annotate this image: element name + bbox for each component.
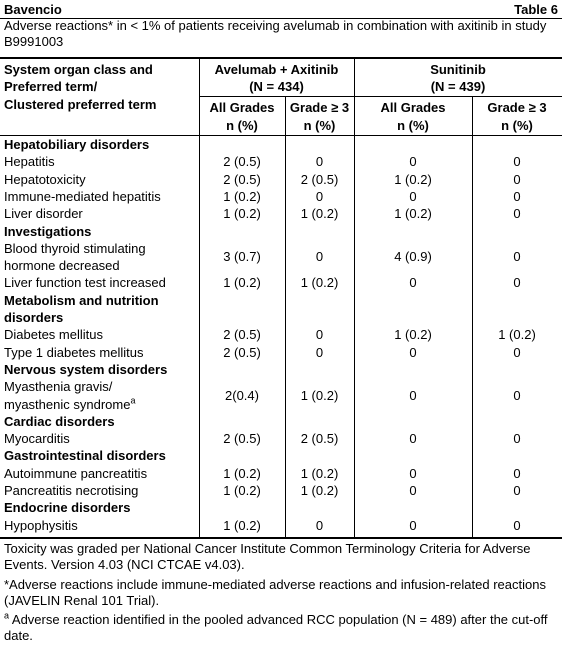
value-cell: 0 xyxy=(315,249,324,265)
term-label: Pancreatitis necrotising xyxy=(4,483,139,498)
value-cell: 3 (0.7) xyxy=(223,249,261,265)
section-heading: disorders xyxy=(4,310,64,325)
value-cell: 0 xyxy=(513,154,521,170)
section-heading: Investigations xyxy=(4,223,92,239)
value-cell: 0 xyxy=(315,517,324,533)
value-cell: 0 xyxy=(513,465,521,481)
value-cell: 0 xyxy=(513,344,521,360)
footnote-asterisk: *Adverse reactions include immune-mediated adverse reactions and infusion-related reactions (JAVELIN Renal 101 Trial). xyxy=(4,577,546,608)
term-label: Hepatitis xyxy=(4,154,55,170)
section-heading: Hepatobiliary disorders xyxy=(4,137,150,152)
soc-header-line3: Clustered preferred term xyxy=(4,97,157,112)
avelumab-axitinib-header: Avelumab + Axitinib xyxy=(214,62,339,77)
value-cell: 0 xyxy=(409,275,417,291)
value-cell: 1 (0.2) xyxy=(300,275,339,291)
value-cell: 0 xyxy=(513,171,521,187)
value-cell: 0 xyxy=(513,249,521,265)
value-cell: 0 xyxy=(409,483,417,498)
term-label: Type 1 diabetes mellitus xyxy=(4,344,144,360)
term-label: Diabetes mellitus xyxy=(4,327,103,343)
col-a-grade3-unit: n (%) xyxy=(303,118,336,133)
value-cell: 0 xyxy=(409,387,417,403)
value-cell: 1 (0.2) xyxy=(300,465,339,481)
term-label: myasthenic syndrome$^a$ xyxy=(4,395,136,412)
value-cell: 1 (0.2) xyxy=(394,171,432,187)
value-cell: 0 xyxy=(513,431,521,447)
value-cell: 0 xyxy=(409,154,417,170)
value-cell: 2 (0.5) xyxy=(223,154,261,170)
value-cell: 0 xyxy=(409,188,417,204)
table-caption: Adverse reactions* in < 1% of patients receiving avelumab in combination with axitinib in study B9991003 xyxy=(4,18,547,49)
value-cell: 2(0.4) xyxy=(225,387,259,403)
footnote-marker: a xyxy=(130,395,136,406)
footnote-grading: Toxicity was graded per National Cancer Institute Common Terminology Criteria for Adverse Events. Version 4.03 (NCI CTCAE v4.03). xyxy=(4,541,531,572)
term-label: hormone decreased xyxy=(4,258,120,274)
value-cell: 2 (0.5) xyxy=(300,431,339,447)
value-cell: 2 (0.5) xyxy=(223,344,261,360)
col-b-allgrades-unit: n (%) xyxy=(397,118,429,133)
value-cell: 0 xyxy=(513,483,521,498)
col-b-allgrades-label: All Grades xyxy=(380,100,446,115)
value-cell: 0 xyxy=(409,431,417,447)
soc-header-line1: System organ class and xyxy=(4,62,153,77)
value-cell: 0 xyxy=(315,188,324,204)
value-cell: 1 (0.2) xyxy=(223,517,261,533)
term-label: Myasthenia gravis/ xyxy=(4,379,113,395)
section-heading: Gastrointestinal disorders xyxy=(4,448,166,464)
table-top-rule xyxy=(0,57,562,59)
footnote-a xyxy=(4,612,556,644)
col-b-grade3-unit: n (%) xyxy=(501,118,533,133)
section-heading: Metabolism and nutrition xyxy=(4,292,159,308)
section-heading: Endocrine disorders xyxy=(4,500,131,516)
term-label: Myocarditis xyxy=(4,431,70,447)
document-header xyxy=(4,2,558,18)
value-cell: 0 xyxy=(513,206,521,222)
value-cell: 0 xyxy=(513,387,521,403)
header-bottom-rule xyxy=(0,135,562,136)
value-cell: 1 (0.2) xyxy=(394,206,432,222)
value-cell: 0 xyxy=(409,517,417,533)
section-heading: Cardiac disorders xyxy=(4,413,115,429)
term-label: Hypophysitis xyxy=(4,517,78,533)
value-cell: 1 (0.2) xyxy=(300,206,339,222)
footnote-a-text: Adverse reaction identified in the pooled advanced RCC population (N = 489) after the cut-off date. xyxy=(4,612,548,643)
term-label: Hepatotoxicity xyxy=(4,171,86,187)
col-a-allgrades-unit: n (%) xyxy=(226,118,258,133)
value-cell: 0 xyxy=(513,188,521,204)
section-heading: Nervous system disorders xyxy=(4,361,168,377)
value-cell: 1 (0.2) xyxy=(223,483,261,498)
value-cell: 0 xyxy=(513,517,521,533)
value-cell: 1 (0.2) xyxy=(300,483,339,498)
term-label: Autoimmune pancreatitis xyxy=(4,465,148,481)
value-cell: 0 xyxy=(315,344,324,360)
term-label: Liver function test increased xyxy=(4,275,166,291)
table-bottom-rule xyxy=(0,537,562,539)
value-cell: 0 xyxy=(315,154,324,170)
value-cell: 1 (0.2) xyxy=(223,206,261,222)
col-b-grade3-label: Grade ≥ 3 xyxy=(487,100,547,115)
table-number: Table 6 xyxy=(514,2,558,17)
value-cell: 1 (0.2) xyxy=(498,327,536,343)
value-cell: 2 (0.5) xyxy=(223,327,261,343)
value-cell: 0 xyxy=(409,465,417,481)
value-cell: 0 xyxy=(409,344,417,360)
avelumab-axitinib-n: (N = 434) xyxy=(249,79,304,94)
sunitinib-n: (N = 439) xyxy=(430,79,486,94)
col-a-allgrades-label: All Grades xyxy=(209,100,275,115)
value-cell: 0 xyxy=(513,275,521,291)
col-a-grade3-label: Grade ≥ 3 xyxy=(289,100,350,115)
value-cell: 1 (0.2) xyxy=(300,387,339,403)
sunitinib-header: Sunitinib xyxy=(430,62,486,77)
term-label: Blood thyroid stimulating xyxy=(4,240,146,256)
soc-header-line2: Preferred term/ xyxy=(4,79,98,94)
value-cell: 0 xyxy=(315,327,324,343)
drug-name: Bavencio xyxy=(4,2,62,17)
value-cell: 1 (0.2) xyxy=(223,465,261,481)
value-cell: 2 (0.5) xyxy=(300,171,339,187)
value-cell: 1 (0.2) xyxy=(223,275,261,291)
subheader-rule xyxy=(199,96,562,97)
term-label: Immune-mediated hepatitis xyxy=(4,188,161,204)
term-label: Liver disorder xyxy=(4,206,83,222)
value-cell: 1 (0.2) xyxy=(223,188,261,204)
value-cell: 2 (0.5) xyxy=(223,431,261,447)
footnote-a-marker: a xyxy=(4,610,10,621)
value-cell: 4 (0.9) xyxy=(394,249,432,265)
value-cell: 2 (0.5) xyxy=(223,171,261,187)
value-cell: 1 (0.2) xyxy=(394,327,432,343)
